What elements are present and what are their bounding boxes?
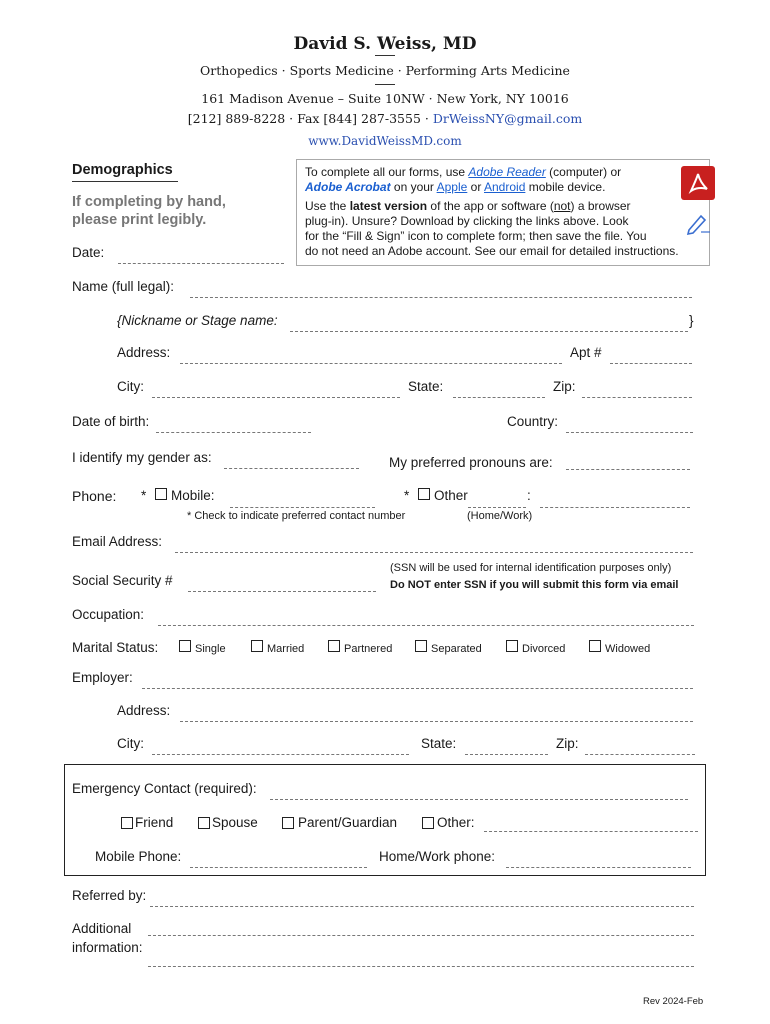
info-line-6: do not need an Adobe account. See our email for detailed instructions. xyxy=(305,244,679,258)
parent-guardian-label: Parent/Guardian xyxy=(298,815,398,830)
ssn-note-2: Do NOT enter SSN if you will submit this form via email xyxy=(390,579,679,591)
adobe-pdf-icon[interactable] xyxy=(681,166,715,200)
mobile-field[interactable] xyxy=(230,507,375,508)
other-phone-label: Other xyxy=(434,488,468,503)
instruction-line-2: please print legibly. xyxy=(72,212,207,228)
info-text: (computer) or xyxy=(549,165,622,179)
occupation-label: Occupation: xyxy=(72,607,145,622)
apt-field[interactable] xyxy=(610,363,692,364)
info-text-bold: latest version xyxy=(349,199,428,213)
specialties-underline xyxy=(375,84,395,85)
pronouns-label: My preferred pronouns are: xyxy=(389,455,553,470)
emergency-mobile-field[interactable] xyxy=(190,867,367,868)
partnered-checkbox[interactable] xyxy=(328,640,340,652)
employer-state-label: State: xyxy=(421,736,457,751)
home-work-note: (Home/Work) xyxy=(467,510,533,522)
android-link[interactable]: Android xyxy=(484,180,526,194)
ssn-label: Social Security # xyxy=(72,573,173,588)
section-title-underline xyxy=(72,181,178,182)
other-phone-type-field[interactable] xyxy=(468,507,526,508)
spouse-label: Spouse xyxy=(212,815,258,830)
info-text: mobile device. xyxy=(528,180,606,194)
employer-city-label: City: xyxy=(117,736,144,751)
info-text: Use the xyxy=(305,199,347,213)
married-checkbox[interactable] xyxy=(251,640,263,652)
employer-field[interactable] xyxy=(142,688,693,689)
mobile-star: * xyxy=(141,488,147,503)
gender-field[interactable] xyxy=(224,468,359,469)
info-text: To complete all our forms, use xyxy=(305,165,466,179)
other-star: * xyxy=(404,488,410,503)
emergency-name-field[interactable] xyxy=(270,799,688,800)
dob-label: Date of birth: xyxy=(72,414,150,429)
date-label: Date: xyxy=(72,245,105,260)
referred-field[interactable] xyxy=(150,906,694,907)
partnered-label: Partnered xyxy=(344,643,393,655)
specialties: Orthopedics · Sports Medicine · Performing Arts Medicine xyxy=(200,63,570,78)
fill-sign-glyph xyxy=(684,210,712,236)
apt-label: Apt # xyxy=(570,345,602,360)
phone-fax-line xyxy=(0,111,770,126)
info-text: a browser xyxy=(577,199,631,213)
check-note: * Check to indicate preferred contact number xyxy=(187,510,406,522)
other-relation-checkbox[interactable] xyxy=(422,817,434,829)
email-label: Email Address: xyxy=(72,534,163,549)
email-field[interactable] xyxy=(175,552,693,553)
info-text-underline: not xyxy=(553,199,571,213)
divorced-checkbox[interactable] xyxy=(506,640,518,652)
info-line-2 xyxy=(305,180,605,194)
email-link[interactable]: DrWeissNY@gmail.com xyxy=(432,111,583,126)
office-address: 161 Madison Avenue – Suite 10NW · New York, NY 10016 xyxy=(201,91,569,106)
revision-label: Rev 2024-Feb xyxy=(643,996,704,1007)
info-text: on your xyxy=(393,180,434,194)
zip-field[interactable] xyxy=(582,397,692,398)
city-field[interactable] xyxy=(152,397,400,398)
emergency-label: Emergency Contact (required): xyxy=(72,781,257,796)
other-phone-field[interactable] xyxy=(540,507,690,508)
doctor-name: David S. Weiss, MD xyxy=(293,34,477,54)
website-link[interactable]: www.DavidWeissMD.com xyxy=(308,134,462,148)
emergency-home-work-field[interactable] xyxy=(506,867,691,868)
parent-guardian-checkbox[interactable] xyxy=(282,817,294,829)
info-line-3: Use the latest version of the app or software (not) a browser xyxy=(305,199,631,213)
widowed-label: Widowed xyxy=(605,643,651,655)
referred-label: Referred by: xyxy=(72,888,147,903)
single-label: Single xyxy=(195,643,226,655)
additional-field-1[interactable] xyxy=(148,935,694,936)
employer-address-field[interactable] xyxy=(180,721,693,722)
address-field[interactable] xyxy=(180,363,562,364)
dob-field[interactable] xyxy=(156,432,311,433)
occupation-field[interactable] xyxy=(158,625,694,626)
adobe-pdf-glyph xyxy=(681,166,715,200)
info-line-1 xyxy=(305,165,621,179)
country-field[interactable] xyxy=(566,432,693,433)
state-field[interactable] xyxy=(453,397,545,398)
adobe-reader-link[interactable]: Adobe Reader xyxy=(468,165,546,179)
info-line-5: for the “Fill & Sign” icon to complete form; then save the file. You xyxy=(305,229,647,243)
apple-link[interactable]: Apple xyxy=(436,180,468,194)
info-line-4: plug-in). Unsure? Download by clicking the links above. Look xyxy=(305,214,629,228)
widowed-checkbox[interactable] xyxy=(589,640,601,652)
phone-fax: [212] 889-8228 · Fax [844] 287-3555 · xyxy=(187,111,429,126)
zip-label: Zip: xyxy=(553,379,576,394)
additional-label-2: information: xyxy=(72,940,143,955)
pronouns-field[interactable] xyxy=(566,469,690,470)
single-checkbox[interactable] xyxy=(179,640,191,652)
separated-label: Separated xyxy=(431,643,482,655)
married-label: Married xyxy=(267,643,305,655)
date-field[interactable] xyxy=(118,263,284,264)
mobile-label: Mobile: xyxy=(171,488,215,503)
other-phone-checkbox[interactable] xyxy=(418,488,430,500)
spouse-checkbox[interactable] xyxy=(198,817,210,829)
fill-sign-icon[interactable] xyxy=(684,210,712,236)
gender-label: I identify my gender as: xyxy=(72,450,212,465)
state-label: State: xyxy=(408,379,444,394)
employer-zip-label: Zip: xyxy=(556,736,579,751)
mobile-checkbox[interactable] xyxy=(155,488,167,500)
employer-city-field[interactable] xyxy=(152,754,409,755)
friend-checkbox[interactable] xyxy=(121,817,133,829)
section-title: Demographics xyxy=(72,162,173,178)
ssn-note-1: (SSN will be used for internal identification purposes only) xyxy=(390,562,672,574)
employer-state-field[interactable] xyxy=(465,754,548,755)
name-underline xyxy=(375,55,395,56)
ssn-field[interactable] xyxy=(188,591,376,592)
additional-field-2[interactable] xyxy=(148,966,694,967)
nickname-field[interactable] xyxy=(290,331,688,332)
marital-label: Marital Status: xyxy=(72,640,159,655)
adobe-acrobat-link[interactable]: Adobe Acrobat xyxy=(305,180,391,194)
address-label: Address: xyxy=(117,345,171,360)
employer-address-label: Address: xyxy=(117,703,171,718)
emergency-home-work-label: Home/Work phone: xyxy=(379,849,496,864)
other-phone-colon: : xyxy=(527,488,531,503)
additional-label-1: Additional xyxy=(72,921,132,936)
employer-zip-field[interactable] xyxy=(585,754,695,755)
divorced-label: Divorced xyxy=(522,643,566,655)
info-text: or xyxy=(470,180,482,194)
nickname-label: {Nickname or Stage name: xyxy=(117,313,278,328)
name-label: Name (full legal): xyxy=(72,279,175,294)
nickname-close: } xyxy=(689,313,694,328)
phone-label: Phone: xyxy=(72,488,117,504)
city-label: City: xyxy=(117,379,144,394)
info-text: of the app or software ( xyxy=(430,199,554,213)
instruction-line-1: If completing by hand, xyxy=(72,194,226,210)
other-relation-label: Other: xyxy=(437,815,475,830)
other-relation-field[interactable] xyxy=(484,831,698,832)
friend-label: Friend xyxy=(135,815,174,830)
separated-checkbox[interactable] xyxy=(415,640,427,652)
name-field[interactable] xyxy=(190,297,692,298)
country-label: Country: xyxy=(507,414,559,429)
employer-label: Employer: xyxy=(72,670,133,685)
emergency-mobile-label: Mobile Phone: xyxy=(95,849,182,864)
